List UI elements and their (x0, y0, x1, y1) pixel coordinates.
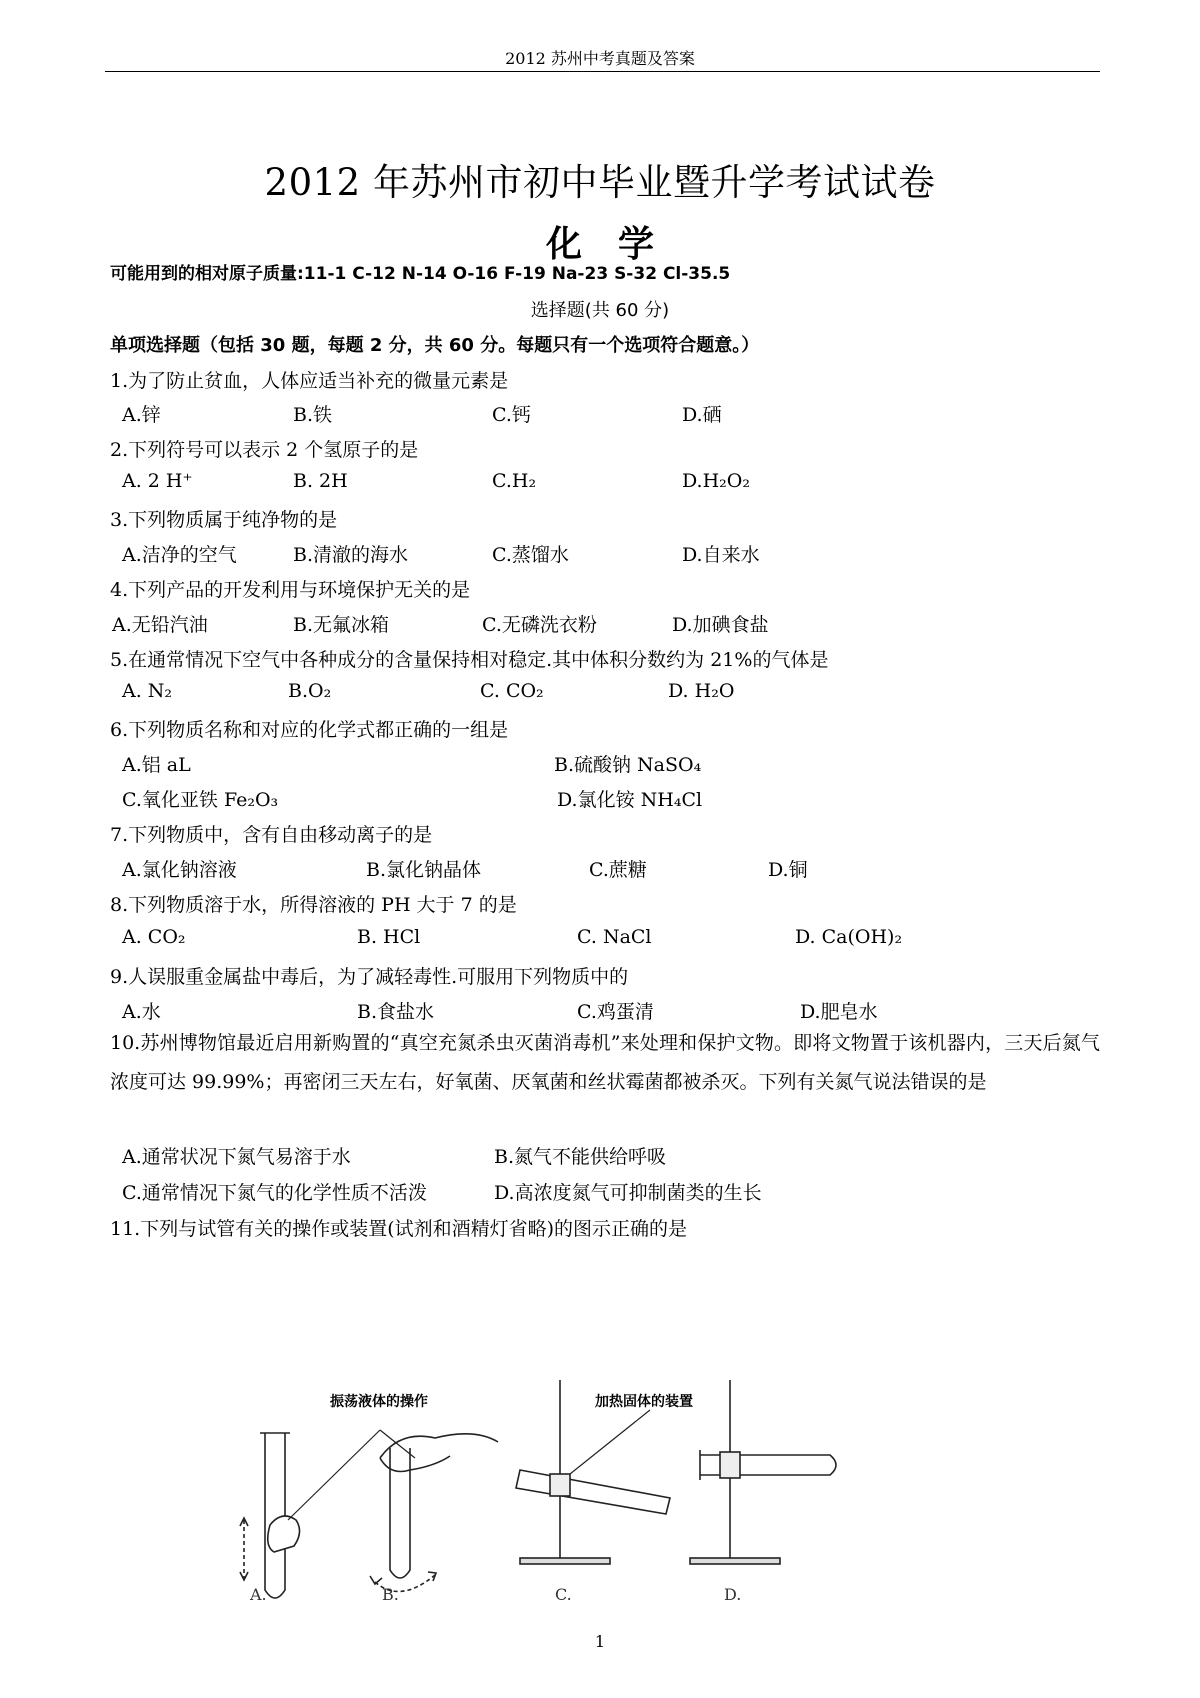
option-b: B. 2H (293, 470, 348, 492)
option-b: B.食盐水 (357, 1001, 435, 1023)
option-c: C. CO₂ (480, 680, 544, 702)
option-c: C.钙 (492, 404, 531, 426)
running-header: 2012 苏州中考真题及答案 (505, 49, 695, 68)
option-b: B.铁 (293, 404, 333, 426)
question-stem: 3.下列物质属于纯净物的是 (110, 509, 338, 531)
option-c: C.H₂ (492, 470, 537, 492)
question-stem: 6.下列物质名称和对应的化学式都正确的一组是 (110, 719, 509, 741)
question-stem: 1.为了防止贫血，人体应适当补充的微量元素是 (110, 370, 509, 392)
header-rule (105, 71, 1100, 72)
option-b: B. HCl (357, 926, 421, 948)
panel-a-drawing (240, 1433, 300, 1598)
option-a: A.洁净的空气 (122, 544, 237, 566)
question-stem: 11.下列与试管有关的操作或装置(试剂和酒精灯省略)的图示正确的是 (110, 1218, 688, 1240)
option-b: B.O₂ (288, 680, 332, 702)
instructions: 单项选择题（包括 30 题，每题 2 分，共 60 分。每题只有一个选项符合题意。） (110, 335, 760, 356)
option-d: D.氯化铵 NH₄Cl (557, 789, 703, 811)
option-d: D.H₂O₂ (682, 470, 750, 492)
option-d: D.硒 (682, 404, 722, 426)
option-c: C.通常情况下氮气的化学性质不活泼 (122, 1182, 427, 1204)
option-d: D.加碘食盐 (672, 614, 769, 636)
option-c: C.蒸馏水 (492, 544, 569, 566)
option-a: A.水 (122, 1001, 161, 1023)
question-stem: 10.苏州博物馆最近启用新购置的“真空充氮杀虫灭菌消毒机”来处理和保护文物。即将文物置于该机器内，三天后氮气浓度可达 99.99%；再密闭三天左右，好氧菌、厌氧菌和丝状霉菌都被杀灭。下列有关氮气说法错误的是 (110, 1032, 1100, 1093)
atomic-masses: 可能用到的相对原子质量:11-1 C-12 N-14 O-16 F-19 Na-23 S-32 Cl-35.5 (110, 264, 731, 284)
option-a: A.铝 aL (122, 754, 191, 776)
option-a: A. 2 H⁺ (122, 470, 193, 492)
page-number: 1 (594, 1632, 606, 1651)
figure-label-a: A. (250, 1585, 267, 1600)
question-stem: 2.下列符号可以表示 2 个氢原子的是 (110, 439, 419, 461)
option-a: A. N₂ (122, 680, 173, 702)
figure-label-d: D. (724, 1585, 742, 1600)
option-c: C. NaCl (577, 926, 652, 948)
question-stem: 8.下列物质溶于水，所得溶液的 PH 大于 7 的是 (110, 894, 517, 916)
option-b: B.氯化钠晶体 (366, 859, 482, 881)
option-c: C.蔗糖 (589, 859, 647, 881)
exam-title: 2012 年苏州市初中毕业暨升学考试试卷 (264, 161, 936, 204)
caption-leader-left (288, 1430, 380, 1520)
option-a: A. CO₂ (122, 926, 186, 948)
option-a: A.无铅汽油 (112, 614, 208, 636)
option-a: A.锌 (122, 404, 161, 426)
option-c: C.无磷洗衣粉 (482, 614, 597, 636)
caption-leader-right (570, 1410, 650, 1474)
caption-heat-solid: 加热固体的装置 (595, 1394, 693, 1410)
option-b: B.氮气不能供给呼吸 (494, 1146, 667, 1168)
option-d: D. Ca(OH)₂ (795, 926, 903, 948)
question-stem: 4.下列产品的开发利用与环境保护无关的是 (110, 579, 471, 601)
option-a: A.氯化钠溶液 (122, 859, 237, 881)
figure-label-c: C. (555, 1585, 572, 1600)
option-b: B.硫酸钠 NaSO₄ (554, 754, 702, 776)
subject-title: 化学 (545, 224, 690, 265)
section-title: 选择题(共 60 分) (530, 300, 670, 321)
option-b: B.无氟冰箱 (293, 614, 390, 636)
option-c: C.鸡蛋清 (577, 1001, 654, 1023)
option-d: D.铜 (768, 859, 808, 881)
option-d: D. H₂O (668, 680, 735, 702)
option-c: C.氧化亚铁 Fe₂O₃ (122, 789, 279, 811)
option-d: D.自来水 (682, 544, 760, 566)
question-stem: 5.在通常情况下空气中各种成分的含量保持相对稳定.其中体积分数约为 21%的气体是 (110, 649, 829, 671)
panel-b-drawing (370, 1434, 498, 1592)
option-d: D.肥皂水 (800, 1001, 878, 1023)
question-stem: 7.下列物质中，含有自由移动离子的是 (110, 824, 433, 846)
question-stem: 9.人误服重金属盐中毒后，为了减轻毒性.可服用下列物质中的 (110, 966, 629, 988)
figure-label-b: B. (382, 1585, 399, 1600)
option-a: A.通常状况下氮气易溶于水 (122, 1146, 351, 1168)
option-d: D.高浓度氮气可抑制菌类的生长 (494, 1182, 762, 1204)
caption-shake-liquid: 振荡液体的操作 (330, 1394, 428, 1410)
test-tube-figure (230, 1370, 910, 1600)
panel-d-drawing (690, 1380, 836, 1564)
option-b: B.清澈的海水 (293, 544, 409, 566)
